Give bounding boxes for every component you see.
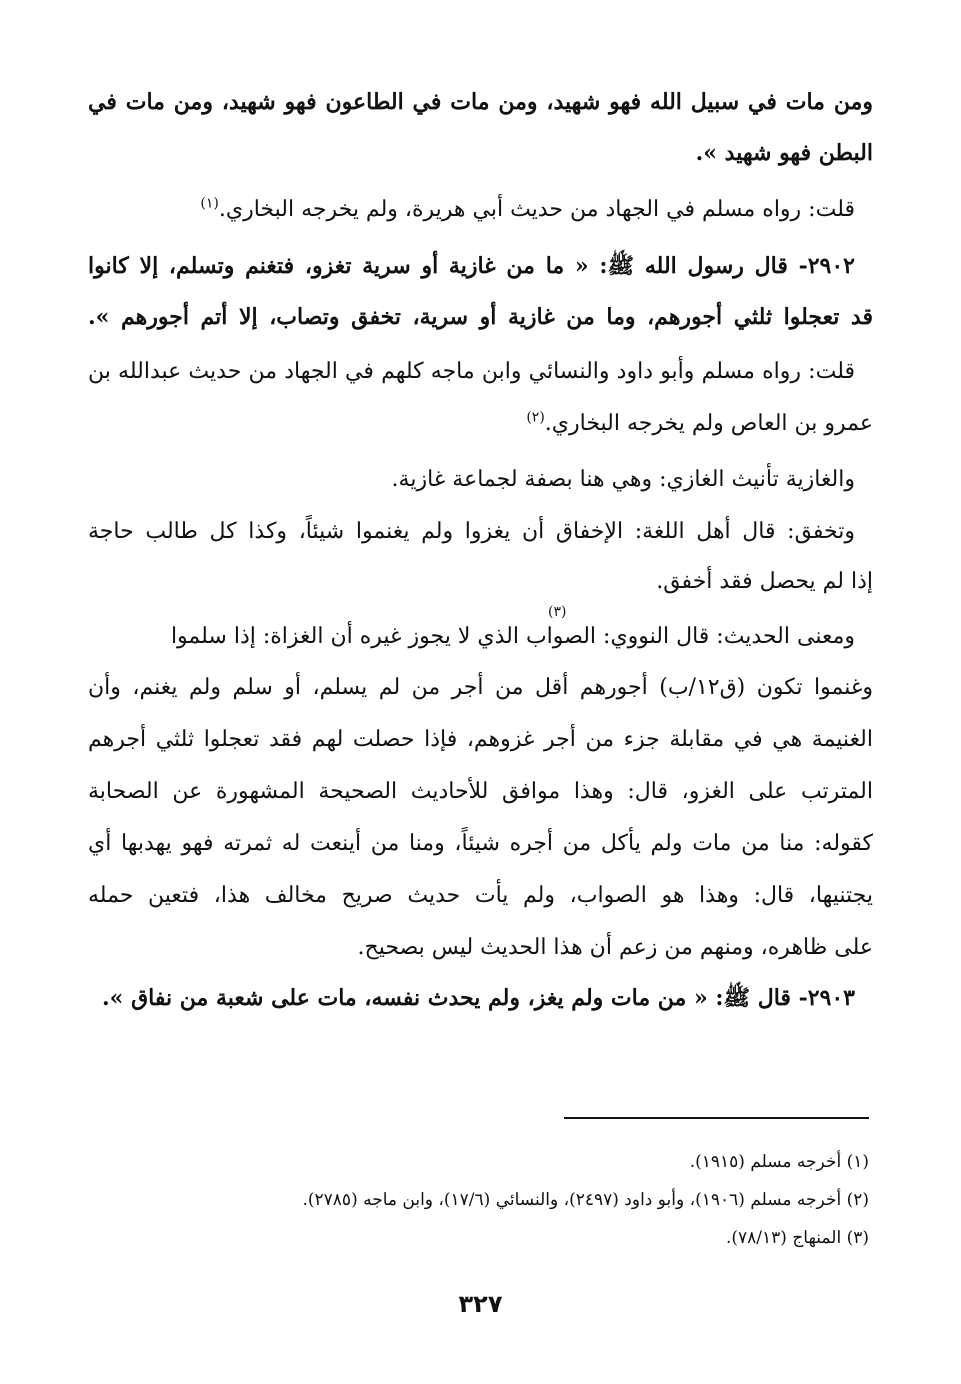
footnote-marker-2: (٢): [526, 409, 545, 426]
footnote-marker-1: (١): [200, 195, 219, 212]
text-line-11: [88, 617, 873, 657]
text-line-9: وتخفق: قال أهل اللغة: الإخفاق أن يغزوا ولم يغنموا شيئاً، وكذا كل طالب حاجة: [88, 519, 855, 544]
text-line-2: البطن فهو شهيد ».: [695, 140, 873, 166]
hadith-2902-line-1: ٢٩٠٢- قال رسول الله ﷺ: « ما من غازية أو سرية تغزو، فتغنم وتسلم، إلا كانوا: [88, 253, 855, 279]
text-line-14: المترتب على الغزو، قال: وهذا موافق للأحاديث الصحيحة المشهورة عن الصحابة: [88, 779, 873, 804]
text-line-3-content: قلت: رواه مسلم في الجهاد من حديث أبي هريرة، ولم يخرجه البخاري.: [218, 197, 855, 222]
page-number: ٣٢٧: [458, 1290, 503, 1318]
footnote-separator: [564, 1117, 869, 1119]
book-page: ومن مات في سبيل الله فهو شهيد، ومن مات في الطاعون فهو شهيد، ومن مات في البطن فهو شهيد ». قلت: رواه مسلم في الجهاد من حديث أبي هريرة، ولم يخرجه البخاري.$^{(١)}$ ٢٩٠٢- قال رسول الله ﷺ: « ما من غازية أو سرية تغزو، فتغنم وتسلم، إلا كانوا قد تعجلوا ثلثي أجورهم، وما من غازية أو سرية، تخفق وتصاب، إلا أتم أجورهم ». قلت: رواه مسلم وأبو داود والنسائي وابن ماجه كلهم في الجهاد من حديث عبدالله بن عمرو بن العاص ولم يخرجه البخاري.$^{(٢)}$ والغازية تأنيث الغازي: وهي هنا بصفة لجماعة غازية. وتخفق: قال أهل اللغة: الإخفاق أن يغزوا ولم يغنموا شيئاً، وكذا كل طالب حاجة إذا لم يحصل فقد أخفق. ومعنى الحديث: قال النووي: الصواب الذي لا يجوز غيره أن الغزاة: إذا سلموا (٣) وغنموا تكون (ق١٢/ب) أجورهم أقل من أجر من لم يسلم، أو سلم ولم يغنم، وأن الغنيمة هي في مقابلة جزء من أجر غزوهم، فإذا حصلت لهم فقد تعجلوا ثلثي أجرهم المترتب على الغزو، قال: وهذا موافق للأحاديث الصحيحة المشهورة عن الصحابة كقوله: منا من مات ولم يأكل من أجره شيئاً، ومنا من أينعت له ثمرته فهو يهدبها أي يجتنيها، قال: وهذا هو الصواب، ولم يأت حديث صريح مخالف هذا، فتعين حمله على ظاهره، ومنهم من زعم أن هذا الحديث ليس بصحيح. ٢٩٠٣- قال ﷺ: « من مات ولم يغز، ولم يحدث نفسه، مات على شعبة من نفاق ». (١) أخرجه مسلم (١٩١٥). (٢) أخرجه مسلم (١٩٠٦)، وأبو داود (٢٤٩٧)، والنسائي (١٧/٦)، وابن ماجه (٢٧٨٥). (٣) المنهاج (٧٨/١٣). ٣٢٧: [0, 0, 961, 1384]
footnote-2: (٢) أخرجه مسلم (١٩٠٦)، وأبو داود (٢٤٩٧)، والنسائي (١٧/٦)، وابن ماجه (٢٧٨٥).: [302, 1190, 869, 1210]
text-line-3: [88, 190, 873, 230]
text-line-15: كقوله: منا من مات ولم يأكل من أجره شيئاً، ومنا من أينعت له ثمرته فهو يهدبها أي: [88, 831, 873, 856]
text-line-11-content: ومعنى الحديث: قال النووي: الصواب الذي لا يجوز غيره أن الغزاة: إذا سلموا: [170, 624, 855, 649]
text-line-7-content: عمرو بن العاص ولم يخرجه البخاري.: [544, 411, 873, 436]
text-line-17: على ظاهره، ومنهم من زعم أن هذا الحديث ليس بصحيح.: [357, 935, 873, 960]
text-line-16: يجتنيها، قال: وهذا هو الصواب، ولم يأت حديث صريح مخالف هذا، فتعين حمله: [88, 883, 873, 908]
footnote-1: (١) أخرجه مسلم (١٩١٥).: [689, 1152, 869, 1172]
text-line-13: الغنيمة هي في مقابلة جزء من أجر غزوهم، فإذا حصلت لهم فقد تعجلوا ثلثي أجرهم: [88, 727, 873, 752]
text-line-12: وغنموا تكون (ق١٢/ب) أجورهم أقل من أجر من لم يسلم، أو سلم ولم يغنم، وأن: [88, 675, 873, 700]
text-line-1: ومن مات في سبيل الله فهو شهيد، ومن مات في الطاعون فهو شهيد، ومن مات في: [88, 89, 873, 115]
text-line-6: قلت: رواه مسلم وأبو داود والنسائي وابن ماجه كلهم في الجهاد من حديث عبدالله بن: [88, 359, 855, 384]
text-line-8: والغازية تأنيث الغازي: وهي هنا بصفة لجماعة غازية.: [391, 467, 855, 492]
text-line-7: [88, 404, 873, 444]
footnote-3: (٣) المنهاج (٧٨/١٣).: [725, 1228, 869, 1248]
text-line-10: إذا لم يحصل فقد أخفق.: [656, 569, 873, 594]
hadith-2902-line-2: قد تعجلوا ثلثي أجورهم، وما من غازية أو سرية، تخفق وتصاب، إلا أتم أجورهم ».: [88, 304, 873, 330]
hadith-2903: ٢٩٠٣- قال ﷺ: « من مات ولم يغز، ولم يحدث نفسه، مات على شعبة من نفاق ».: [102, 985, 855, 1011]
